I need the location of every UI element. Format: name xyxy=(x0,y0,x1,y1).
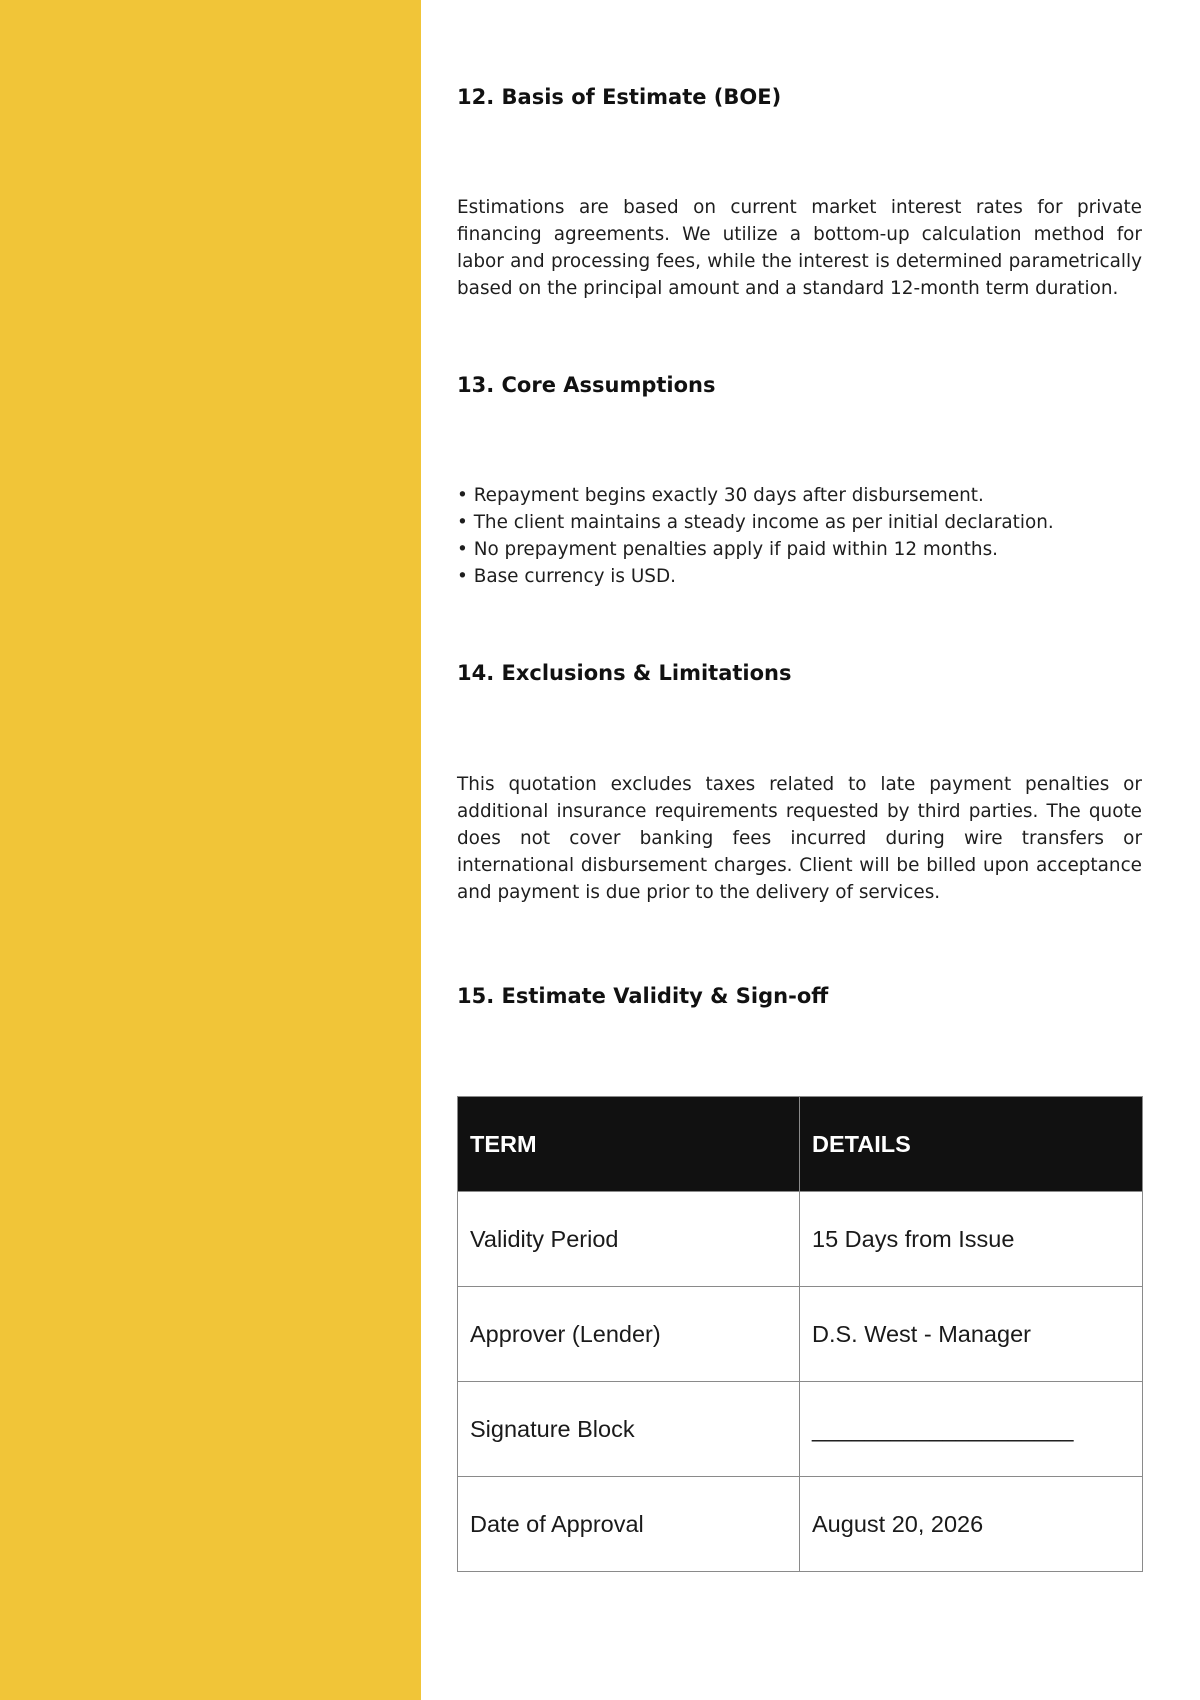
term-cell: Approver (Lender) xyxy=(458,1287,800,1382)
list-item: • Base currency is USD. xyxy=(457,563,1142,590)
section-heading-exclusions: 14. Exclusions & Limitations xyxy=(457,661,792,685)
table-row xyxy=(458,1287,1143,1382)
yellow-sidebar xyxy=(0,0,421,1700)
term-cell: Validity Period xyxy=(458,1192,800,1287)
column-header-details: DETAILS xyxy=(800,1097,1143,1192)
table-row xyxy=(458,1382,1143,1477)
list-item: • Repayment begins exactly 30 days after disbursement. xyxy=(457,482,1142,509)
section-heading-assumptions: 13. Core Assumptions xyxy=(457,373,716,397)
boe-paragraph: Estimations are based on current market interest rates for private financing agreements. We utilize a bottom-up calculation method for labor and processing fees, while the interest is determined parametrically based on the principal amount and a standard 12-month term duration. xyxy=(457,197,1142,299)
table-row xyxy=(458,1192,1143,1287)
table-header-row xyxy=(458,1097,1143,1192)
section-heading-boe: 12. Basis of Estimate (BOE) xyxy=(457,85,782,109)
details-cell: 15 Days from Issue xyxy=(800,1192,1143,1287)
list-item: • The client maintains a steady income as per initial declaration. xyxy=(457,509,1142,536)
term-cell: Date of Approval xyxy=(458,1477,800,1572)
signature-line-cell: ____________________ xyxy=(800,1382,1143,1477)
details-cell: August 20, 2026 xyxy=(800,1477,1143,1572)
details-cell: D.S. West - Manager xyxy=(800,1287,1143,1382)
section-heading-validity: 15. Estimate Validity & Sign-off xyxy=(457,984,829,1008)
table-row xyxy=(458,1477,1143,1572)
term-cell: Signature Block xyxy=(458,1382,800,1477)
assumptions-list xyxy=(457,482,1142,590)
exclusions-paragraph: This quotation excludes taxes related to late payment penalties or additional insurance requirements requested by third parties. The quote does not cover banking fees incurred during wire transfers or international disbursement charges. Client will be billed upon acceptance and payment is due prior to the delivery of services. xyxy=(457,774,1142,903)
list-item: • No prepayment penalties apply if paid within 12 months. xyxy=(457,536,1142,563)
validity-table xyxy=(457,1096,1143,1572)
column-header-term: TERM xyxy=(458,1097,800,1192)
